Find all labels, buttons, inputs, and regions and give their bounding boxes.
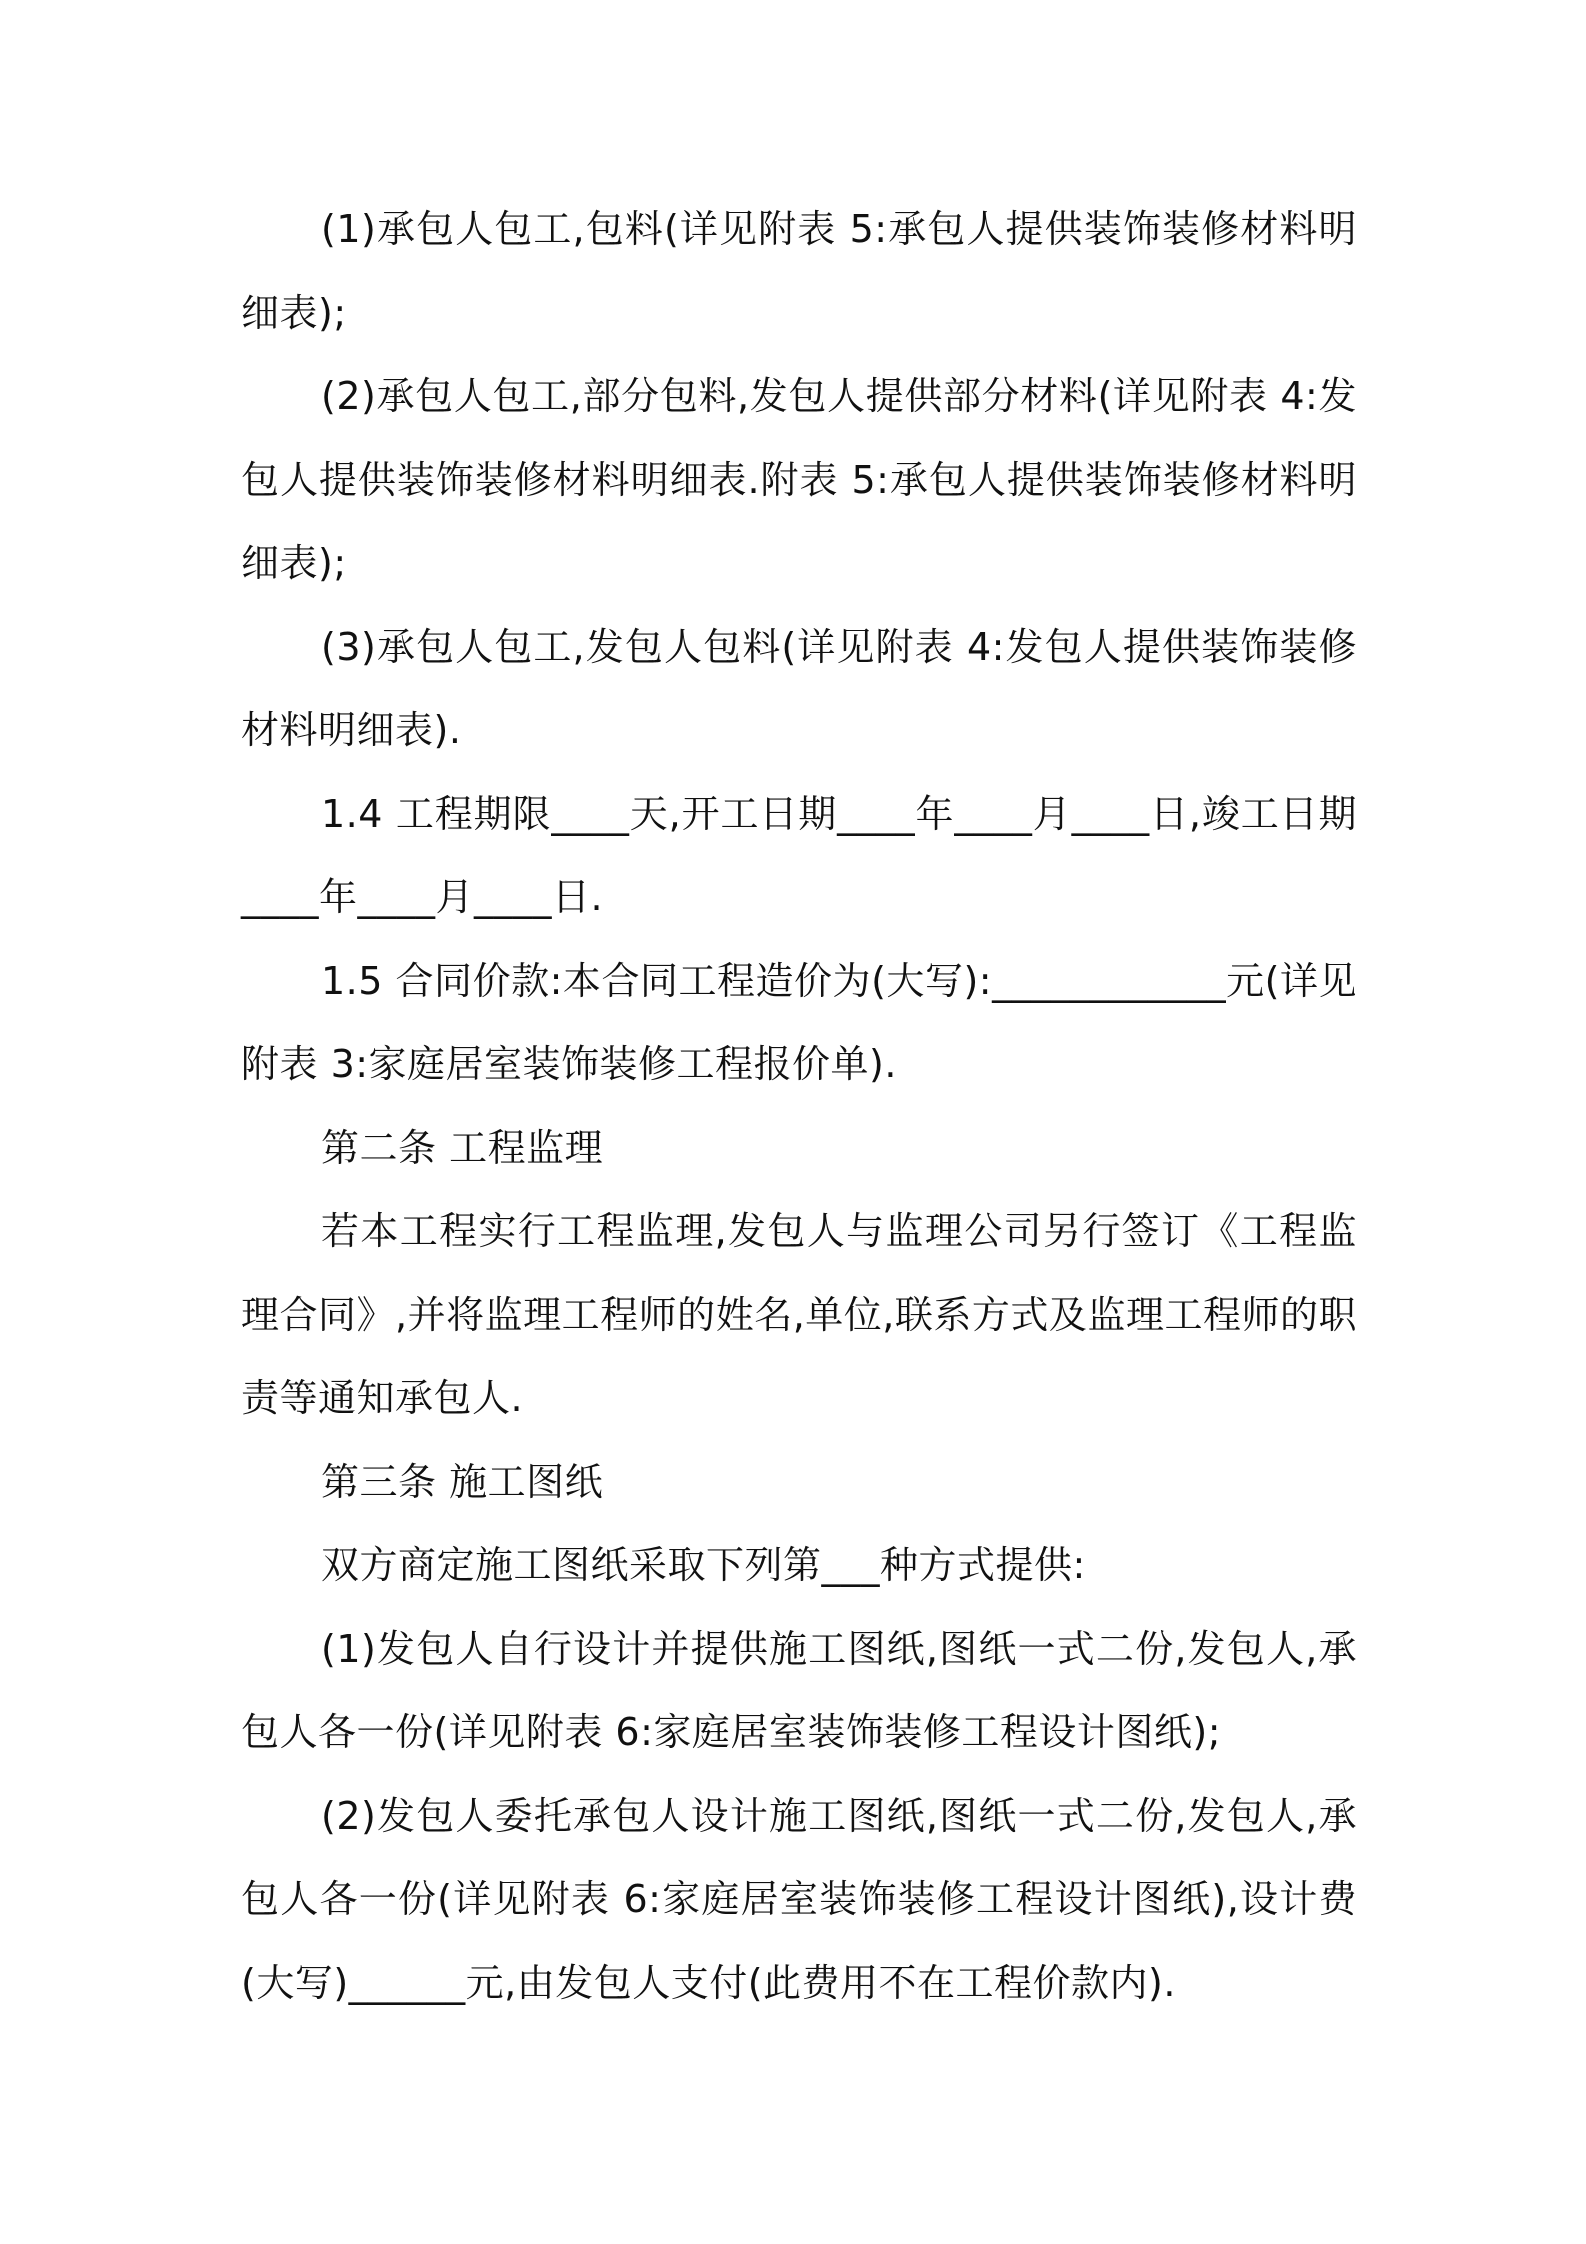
- clause-option-1-contractor-supplies: (1)承包人包工,包料(详见附表 5:承包人提供装饰装修材料明细表);: [241, 207, 1357, 335]
- clause-option-3-owner-supplies: (3)承包人包工,发包人包料(详见附表 4:发包人提供装饰装修材料明细表).: [241, 624, 1357, 752]
- article-3-heading: 第三条 施工图纸: [321, 1459, 604, 1504]
- article-2-heading: 第二条 工程监理: [321, 1125, 604, 1170]
- article-2-supervision-text: 若本工程实行工程监理,发包人与监理公司另行签订《工程监理合同》,并将监理工程师的姓名,单位,联系方式及监理工程师的职责等通知承包人.: [241, 1209, 1357, 1420]
- drawing-option-1: (1)发包人自行设计并提供施工图纸,图纸一式二份,发包人,承包人各一份(详见附表 6:家庭居室装饰装修工程设计图纸);: [241, 1626, 1357, 1754]
- article-3-intro: 双方商定施工图纸采取下列第___种方式提供:: [321, 1543, 1086, 1587]
- drawing-option-2: (2)发包人委托承包人设计施工图纸,图纸一式二份,发包人,承包人各一份(详见附表 6:家庭居室装饰装修工程设计图纸),设计费(大写)______元,由发包人支付(此费用不在工程价款内).: [241, 1793, 1357, 2005]
- clause-option-2-partial-supplies: (2)承包人包工,部分包料,发包人提供部分材料(详见附表 4:发包人提供装饰装修材料明细表.附表 5:承包人提供装饰装修材料明细表);: [241, 374, 1357, 585]
- document-body: [241, 188, 1357, 2025]
- clause-1-4-project-duration: 1.4 工程期限____天,开工日期____年____月____日,竣工日期____年____月____日.: [241, 791, 1357, 919]
- clause-1-5-contract-price: 1.5 合同价款:本合同工程造价为(大写):____________元(详见附表 3:家庭居室装饰装修工程报价单).: [241, 958, 1357, 1086]
